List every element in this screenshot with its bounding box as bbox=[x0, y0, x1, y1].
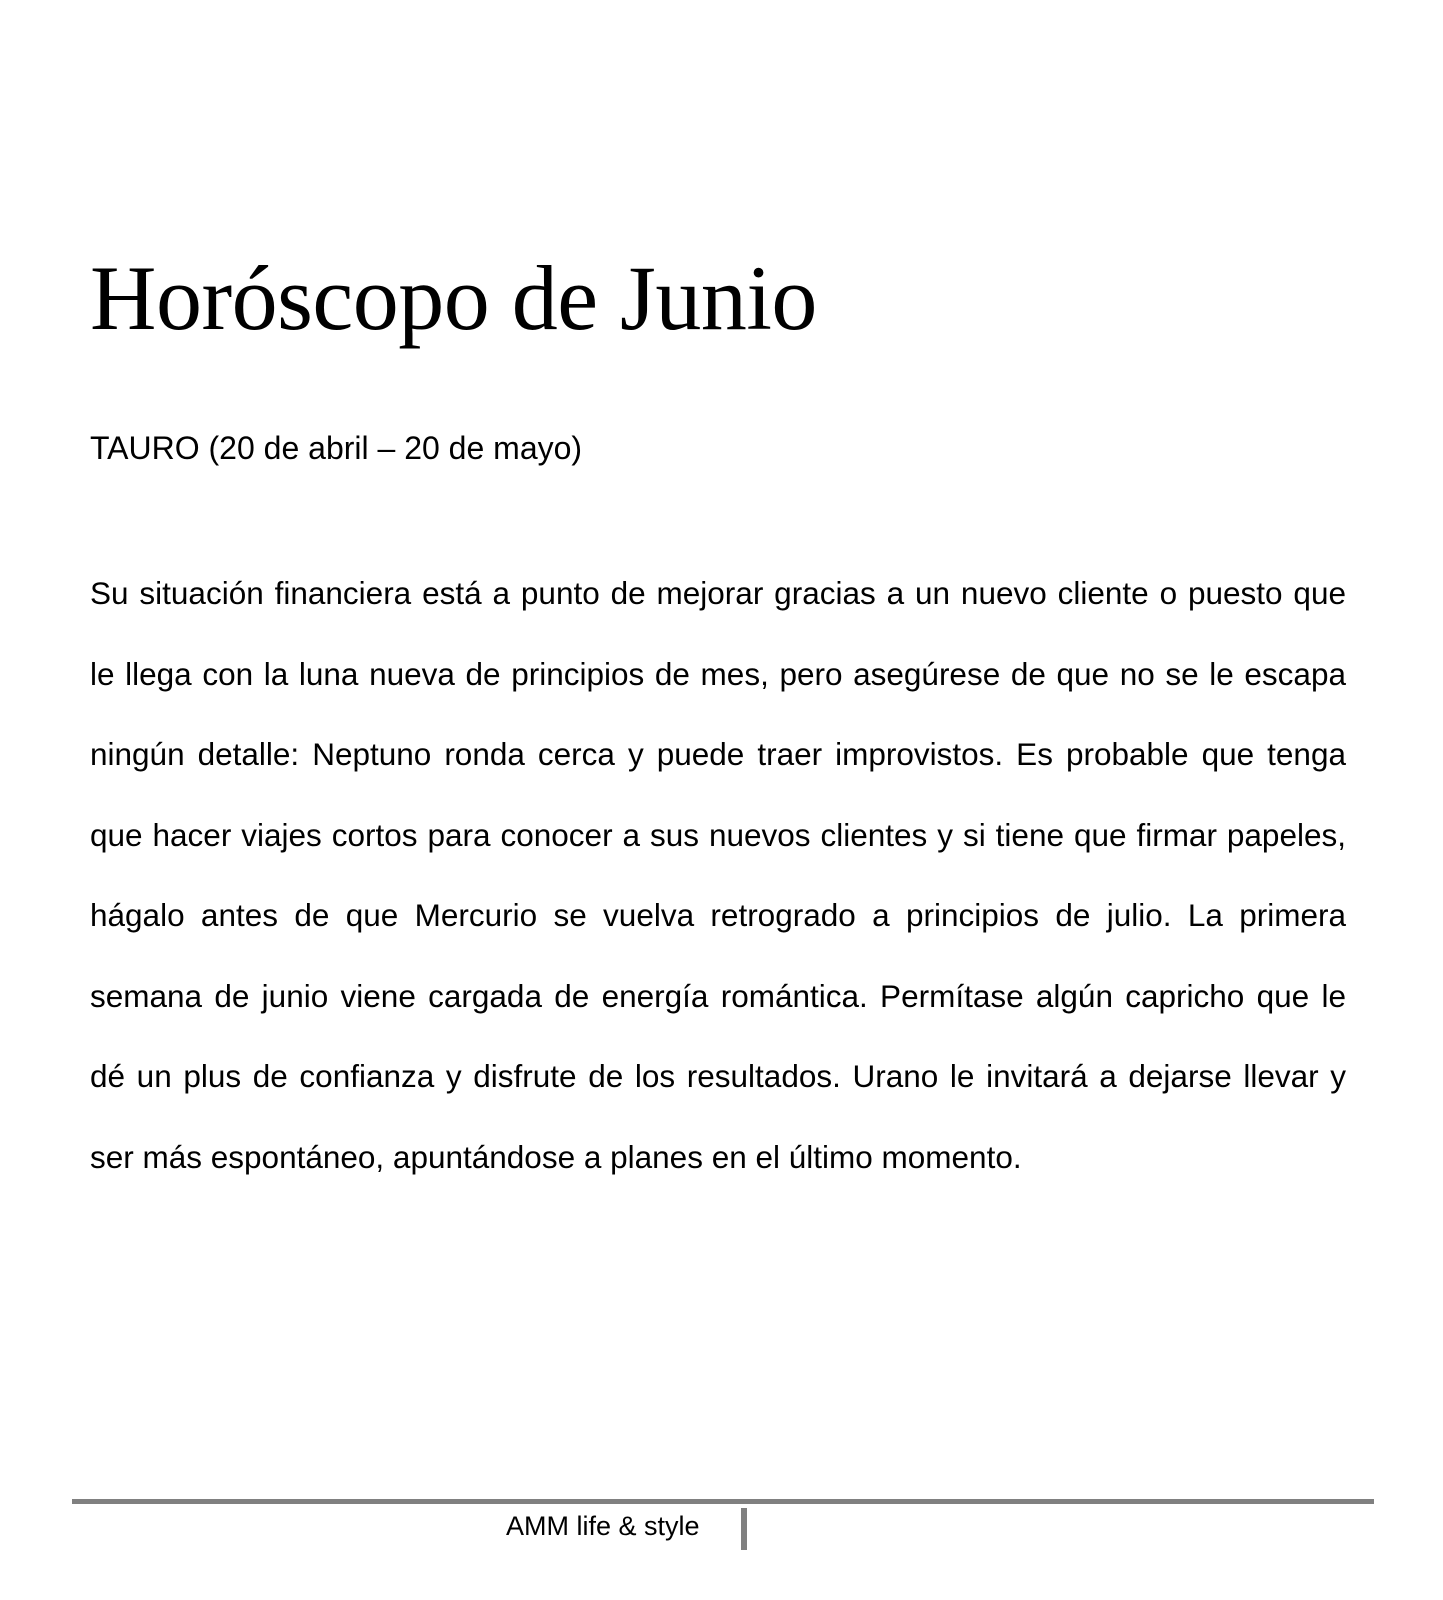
footer-text: AMM life & style bbox=[506, 1511, 700, 1541]
sign-heading: TAURO (20 de abril – 20 de mayo) bbox=[90, 430, 583, 466]
page-title: Horóscopo de Junio bbox=[90, 247, 817, 349]
footer-separator-bar bbox=[741, 1508, 747, 1550]
footer-rule bbox=[72, 1499, 1374, 1504]
horoscope-paragraph: Su situación financiera está a punto de mejorar gracias a un nuevo cliente o puesto que le llega con la luna nueva de principios de mes, pero asegúrese de que no se le escapa ningún detalle: Neptuno ronda cerca y puede traer improvistos. Es probable que tenga que hacer viajes cortos para conocer a sus nuevos clientes y si tiene que firmar papeles, hágalo antes de que Mercurio se vuelva retrogrado a principios de julio. La primera semana de junio viene cargada de energía romántica. Permítase algún capricho que le dé un plus de confianza y disfrute de los resultados. Urano le invitará a dejarse llevar y ser más espontáneo, apuntándose a planes en el último momento. bbox=[90, 575, 1346, 1175]
